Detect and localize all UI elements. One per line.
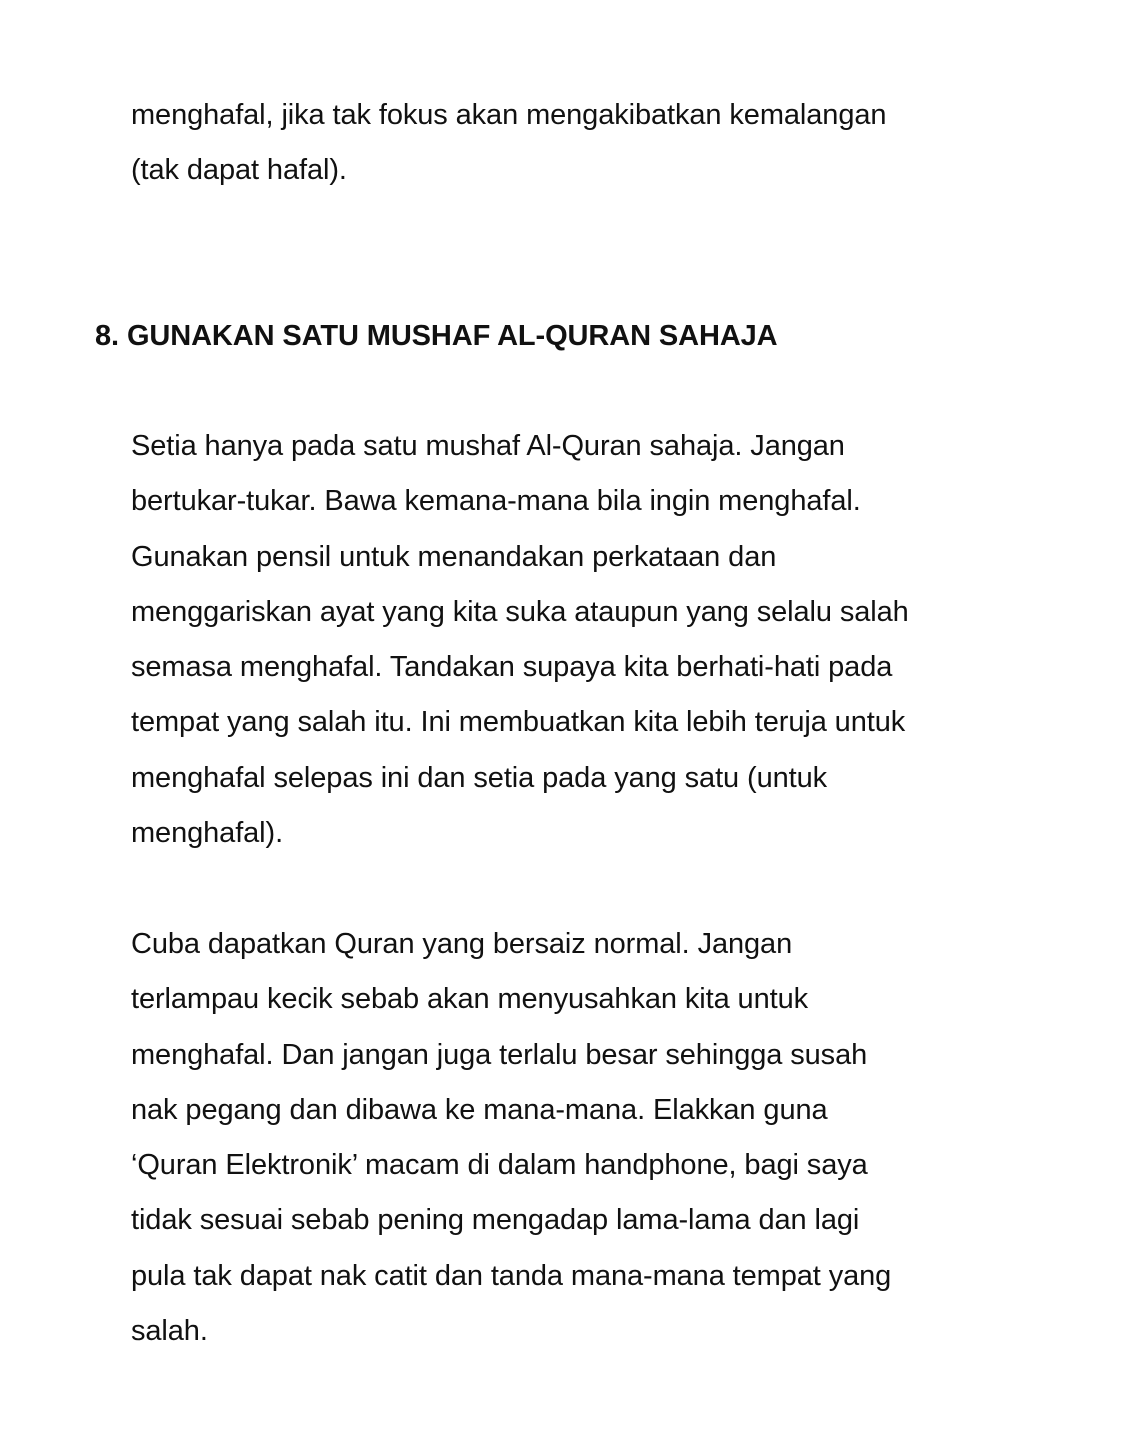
intro-paragraph [131,88,886,199]
paragraph-line: menghafal, jika tak fokus akan mengakibatkan kemalangan [131,99,887,131]
section-heading: 8. GUNAKAN SATU MUSHAF AL-QURAN SAHAJA [95,320,778,352]
paragraph-line: Setia hanya pada satu mushaf Al-Quran sahaja. Jangan [131,430,845,462]
paragraph-line: Gunakan pensil untuk menandakan perkataan dan [131,540,777,573]
paragraph-line: menghafal. Dan jangan juga terlalu besar sehingga susah [131,1038,868,1071]
paragraph-line: ‘Quran Elektronik’ macam di dalam handphone, bagi saya [131,1149,868,1182]
paragraph-line: bertukar-tukar. Bawa kemana-mana bila ingin menghafal. [131,485,861,518]
paragraph-line: Cuba dapatkan Quran yang bersaiz normal. Jangan [131,928,793,960]
paragraph-line: terlampau kecik sebab akan menyusahkan kita untuk [131,983,808,1016]
section-paragraph [131,419,909,861]
paragraph-line: menghafal). [131,817,284,850]
paragraph-line: menggariskan ayat yang kita suka ataupun yang selalu salah [131,595,909,628]
paragraph-line: menghafal selepas ini dan setia pada yang satu (untuk [131,761,828,794]
paragraph-line: nak pegang dan dibawa ke mana-mana. Elakkan guna [131,1093,828,1126]
paragraph-line: (tak dapat hafal). [131,154,347,187]
paragraph-line: semasa menghafal. Tandakan supaya kita berhati-hati pada [131,651,893,684]
section-paragraph [131,917,891,1359]
paragraph-line: tidak sesuai sebab pening mengadap lama-lama dan lagi [131,1204,860,1237]
paragraph-line: pula tak dapat nak catit dan tanda mana-mana tempat yang [131,1259,892,1292]
paragraph-line: salah. [131,1315,208,1348]
paragraph-line: tempat yang salah itu. Ini membuatkan kita lebih teruja untuk [131,706,906,739]
